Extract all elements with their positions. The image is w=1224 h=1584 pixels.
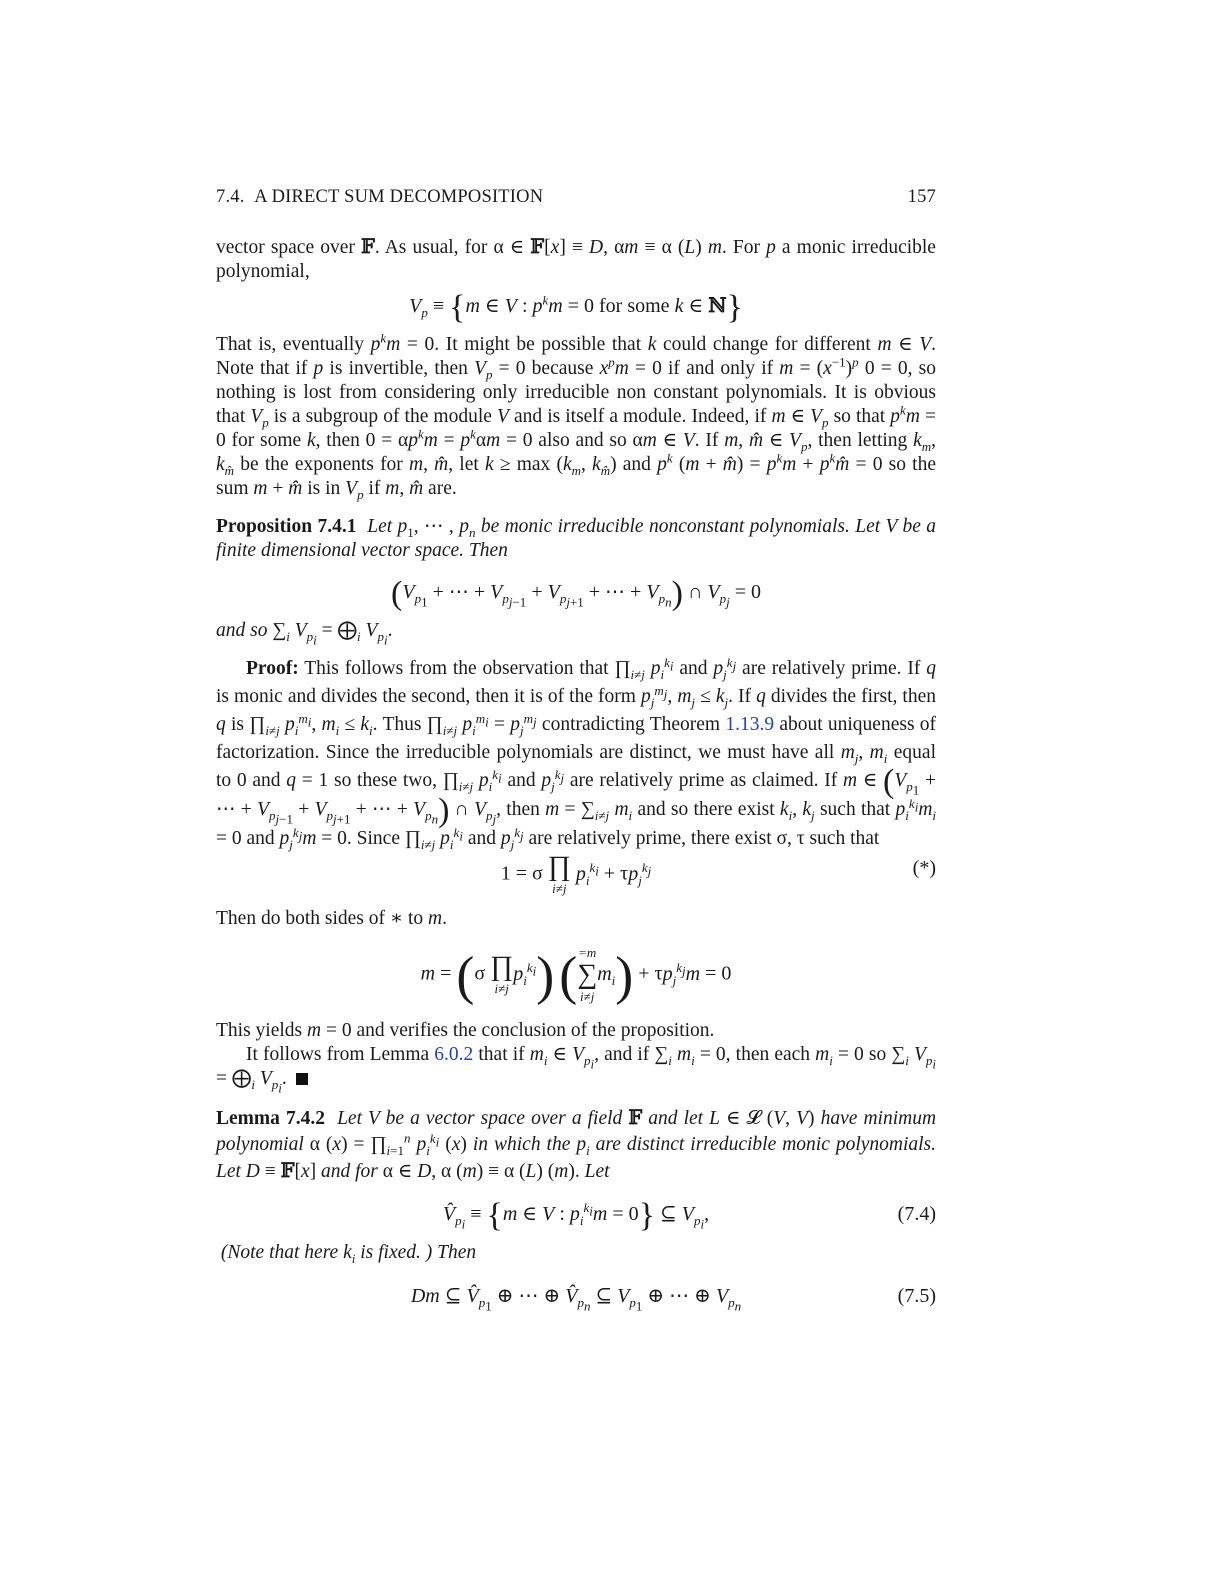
theorem-link[interactable]: 1.13.9 (725, 714, 775, 735)
proposition-conclusion: and so $\sum_i$ $V_{p_i}$ = $⨁_i$ $V_{p_i}$. (216, 620, 393, 648)
page-number: 157 (907, 187, 936, 207)
section-number: 7.4. (216, 187, 245, 207)
proof-label: Proof: (246, 658, 299, 679)
then-do-line: Then do both sides of ∗ to m. (216, 908, 447, 929)
yields-line: This yields m = 0 and verifies the conclusion of the proposition. (216, 1020, 715, 1041)
intro-paragraph: vector space over 𝔽. As usual, for α ∈ 𝔽[x] ≡ D, αm ≡ α (L) m. For p a monic irreducible polynomial, (216, 235, 936, 282)
paragraph-eventually: That is, eventually $p^km = 0$. It might be possible that k could change for different m ∈ V. Note that if p is invertible, then $V_p = 0$ because $x^pm = 0$ if and only if $m = (x^{-1})^p$ 0 = 0, so nothing is lost from considering only irreducible non constant polynomials. It is obvious that $V_p$ is a subgroup of the module V and is itself a module. Indeed, if m ∈ $V_p$ so that $p^km = 0$ for some k, then $0 = \alpha p^km = p^k\alpha m = 0$ also and so αm ∈ V. If m, m̂ ∈ $V_p$, then letting $k_m$, $k_{m̂}$ be the exponents for m, m̂, let $k \ge \max (k_m$, $k_{m̂}$) and $p^k$ (m + m̂) = $p^km$ + $p^km̂ = 0$ so the sum m + m̂ is in $V_p$ if m, m̂ are. (216, 330, 937, 502)
equation-7-4: $V̂_{p_i} \equiv \{m$ ∈ V : $p_i^{k_i}m = 0$} ⊆ $V_{p_i}$, (7.4) (442, 1197, 936, 1234)
equation-number-star: (*) (912, 857, 936, 879)
equation-star: 1 = σ ∏ i≠j $p_i^{k_i} + \tau p_j^{k_j}$ (*) (500, 851, 936, 896)
proposition-label: Proposition 7.4.1 (216, 516, 357, 537)
proof-paragraph: Proof: This follows from the observation that $\prod_{i\ne j}$ $p_i^{k_i}$ and $p_j^{k_j}$ are relatively prime. If q is monic and divides the second, then it is of the form $p_j^{m_j}$, $m_j \le k_j$. If q divides the first, then q is $\prod_{i\ne j}$ $p_i^{m_i}$, $m_i \le k_i$. Thus $\prod_{i\ne j}$ $p_i^{m_i} = p_j^{m_j}$ contradicting Theorem 1.13.9 about uniqueness of factorization. Since the irreducible polynomials are distinct, we must have all $m_j$, $m_i$ equal to 0 and q = 1 so these two, $\prod_{i\ne j}$ $p_i^{k_i}$ and $p_j^{k_j}$ are relatively prime as claimed. If m ∈ ($V_{p_1}$ + ⋯ + $V_{p_{j-1}} + V_{p_{j+1}}$ + ⋯ + $V_{p_n}$) ∩ $V_{p_j}$, then $m = \sum_{i\ne j}$ $m_i$ and so there exist $k_i$, $k_j$ such that $p_i^{k_i}m_i = 0$ and $p_j^{k_j}m = 0$. Since $\prod_{i\ne j}$ $p_i^{k_i}$ and $p_j^{k_j}$ are relatively prime, there exist σ, τ such that (216, 654, 937, 852)
proposition-7-4-1: Proposition 7.4.1 Let $p_1$, ⋯ , $p_n$ be monic irreducible nonconstant polynomials. Let V be a finite dimensional vector space. Then (216, 516, 937, 561)
lemma-link[interactable]: 6.0.2 (434, 1044, 474, 1065)
follows-paragraph: It follows from Lemma 6.0.2 that if $m_i$ ∈ $V_{p_i}$, and if $\sum_i$ $m_i = 0$, then each $m_i = 0$ so $\sum_i$ $V_{p_i}$ = $⨁_i$ $V_{p_i}$. (216, 1044, 937, 1096)
lemma-7-4-2: Lemma 7.4.2 Let V be a vector space over a field 𝔽 and let L ∈ 𝓛 (V, V) have minimum polynomial α $(x) = \prod_{i=1}^n$ $p_i^{k_i}$ (x) in which the $p_i$ are distinct irreducible monic polynomials. Let D ≡ 𝔽[x] and for α ∈ D, α (m) ≡ α (L) (m). Let (216, 1106, 937, 1182)
note-line: (Note that here $k_i$ is fixed. ) Then (220, 1242, 477, 1266)
running-header (216, 185, 936, 209)
equation-m-expansion: m = (σ ∏ i≠j $p_i^{k_i}$) ( =m ∑ i≠j $m_i) + \tau p_j^{k_j}m = 0$ (420, 945, 732, 1006)
equation-7-5: Dm ⊆ $V̂_{p_1}$ ⊕ ⋯ ⊕ $V̂_{p_n}$ ⊆ $V_{p_1}$ ⊕ ⋯ ⊕ $V_{p_n}$ (7.5) (216, 1281, 936, 1311)
header-title (216, 185, 543, 209)
equation-number-7-4: (7.4) (897, 1203, 936, 1225)
lemma-label: Lemma 7.4.2 (216, 1108, 325, 1129)
equation-intersection: ($V_{p_1}$ + ⋯ + $V_{p_{j-1}} + V_{p_{j+1}}$ + ⋯ + $V_{p_n}$) ∩ $V_{p_j} = 0$ (391, 575, 761, 612)
equation-vp-definition: $V_p \equiv \{m$ ∈ V : $p^km = 0$ for some k ∈ ℕ} (409, 289, 743, 326)
qed-icon (296, 1073, 308, 1085)
section-title: A DIRECT SUM DECOMPOSITION (254, 187, 544, 207)
equation-number-7-5: (7.5) (897, 1285, 936, 1307)
document-page (216, 185, 936, 1321)
